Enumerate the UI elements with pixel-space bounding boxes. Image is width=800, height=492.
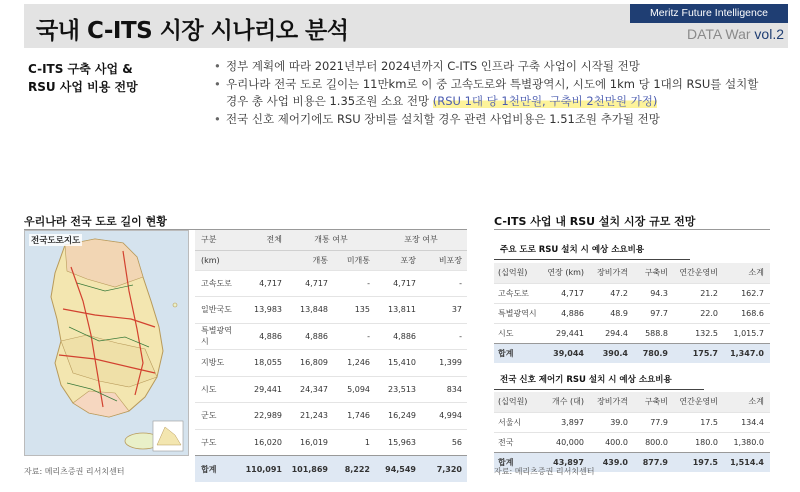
cell: 162.7 bbox=[724, 283, 770, 303]
col-unpaved: 비포장 bbox=[421, 250, 467, 270]
col-open-group: 개통 여부 bbox=[287, 230, 375, 250]
col-header: 연장 (km) bbox=[544, 263, 590, 283]
series-label bbox=[687, 26, 784, 42]
col-header: 소계 bbox=[724, 392, 770, 412]
cell: 1 bbox=[333, 429, 375, 456]
col-header: (십억원) bbox=[494, 392, 544, 412]
col-unopen: 미개통 bbox=[333, 250, 375, 270]
cell: 588.8 bbox=[634, 323, 674, 343]
table-row bbox=[195, 297, 467, 324]
cell: 294.4 bbox=[590, 323, 634, 343]
korea-road-map bbox=[24, 230, 189, 456]
bullet-item bbox=[212, 76, 772, 110]
divider bbox=[494, 389, 704, 390]
cell: 13,811 bbox=[375, 297, 421, 324]
cell: - bbox=[421, 323, 467, 350]
divider bbox=[494, 259, 690, 260]
cell: 16,249 bbox=[375, 403, 421, 430]
cell: 175.7 bbox=[674, 343, 724, 363]
table-row bbox=[195, 323, 467, 350]
cell: 3,897 bbox=[544, 412, 590, 432]
cell: 101,869 bbox=[287, 456, 333, 483]
col-category: 구분 bbox=[195, 230, 241, 250]
cell: 77.9 bbox=[634, 412, 674, 432]
cell: 94.3 bbox=[634, 283, 674, 303]
table-row bbox=[494, 283, 770, 303]
col-paved-group: 포장 여부 bbox=[375, 230, 467, 250]
map-illustration bbox=[25, 231, 189, 456]
col-paved: 포장 bbox=[375, 250, 421, 270]
cell: 일반국도 bbox=[195, 297, 241, 324]
cell: 16,809 bbox=[287, 350, 333, 377]
table-row bbox=[195, 429, 467, 456]
section-heading-line2: RSU 사업 비용 전망 bbox=[28, 80, 138, 94]
cell: 1,015.7 bbox=[724, 323, 770, 343]
table-row bbox=[195, 270, 467, 297]
map-title: 전국도로지도 bbox=[31, 236, 81, 246]
col-unit: (km) bbox=[195, 250, 241, 270]
section-heading-line1: C-ITS 구축 사업 & bbox=[28, 62, 133, 76]
page-title: 국내 C-ITS 시장 시나리오 분석 bbox=[36, 18, 349, 44]
table-total-row bbox=[494, 343, 770, 363]
cell: 7,320 bbox=[421, 456, 467, 483]
rsu-market-title: C-ITS 사업 내 RSU 설치 시장 규모 전망 bbox=[494, 215, 696, 228]
title-bar bbox=[24, 4, 788, 48]
col-open: 개통 bbox=[287, 250, 333, 270]
cell: 4,886 bbox=[287, 323, 333, 350]
cell: 5,094 bbox=[333, 376, 375, 403]
col-header: 구축비 bbox=[634, 392, 674, 412]
series-name: DATA War bbox=[687, 26, 751, 42]
cell: 17.5 bbox=[674, 412, 724, 432]
cell: 구도 bbox=[195, 429, 241, 456]
cell: 4,717 bbox=[375, 270, 421, 297]
header-blank bbox=[241, 250, 287, 270]
road-length-title: 우리나라 전국 도로 길이 현황 bbox=[24, 215, 167, 228]
cell: 390.4 bbox=[590, 343, 634, 363]
cell: 특별광역시 bbox=[195, 323, 241, 350]
section-heading bbox=[28, 60, 138, 96]
series-volume: vol.2 bbox=[754, 26, 784, 42]
col-header: 개수 (대) bbox=[544, 392, 590, 412]
cell: 4,886 bbox=[544, 303, 590, 323]
brand-label: Meritz Future Intelligence bbox=[630, 4, 788, 23]
bullet-item: • 정부 계획에 따라 2021년부터 2024년까지 C-ITS 인프라 구축 사업이 시작될 전망 bbox=[212, 58, 772, 75]
bullet-text: 우리나라 전국 도로 길이는 11만km로 이 중 고속도로와 특별광역시, 시도에 1km 당 1대의 RSU를 설치할 경우 총 사업 비용은 1.35조원 소요 전망 bbox=[226, 77, 759, 108]
cell: 834 bbox=[421, 376, 467, 403]
cell: 합계 bbox=[195, 456, 241, 483]
col-header: 연간운영비 bbox=[674, 392, 724, 412]
cell: 1,246 bbox=[333, 350, 375, 377]
cell: 40,000 bbox=[544, 432, 590, 452]
cell: 197.5 bbox=[674, 452, 724, 472]
cell: 37 bbox=[421, 297, 467, 324]
cell: 지방도 bbox=[195, 350, 241, 377]
cell: 439.0 bbox=[590, 452, 634, 472]
cell: 22.0 bbox=[674, 303, 724, 323]
cell: 39,044 bbox=[544, 343, 590, 363]
cell: 16,019 bbox=[287, 429, 333, 456]
cell: 43,897 bbox=[544, 452, 590, 472]
cell: 1,746 bbox=[333, 403, 375, 430]
cell: 15,410 bbox=[375, 350, 421, 377]
cell: 18,055 bbox=[241, 350, 287, 377]
col-header: 구축비 bbox=[634, 263, 674, 283]
cell: 48.9 bbox=[590, 303, 634, 323]
cell: 특별광역시 bbox=[494, 303, 544, 323]
cell: 4,717 bbox=[241, 270, 287, 297]
divider bbox=[494, 229, 770, 230]
source-note: 자료: 메리츠증권 리서치센터 bbox=[24, 467, 125, 476]
highlighted-assumption: (RSU 1대 당 1천만원, 구축비 2천만원 가정) bbox=[432, 94, 658, 108]
summary-bullets bbox=[212, 58, 772, 129]
cell: 군도 bbox=[195, 403, 241, 430]
cell: 4,717 bbox=[287, 270, 333, 297]
col-header: 연간운영비 bbox=[674, 263, 724, 283]
road-length-table bbox=[195, 230, 467, 482]
cell: - bbox=[421, 270, 467, 297]
cell: 97.7 bbox=[634, 303, 674, 323]
table-row bbox=[494, 303, 770, 323]
table1-title: 주요 도로 RSU 설치 시 예상 소요비용 bbox=[500, 245, 645, 255]
cell: 800.0 bbox=[634, 432, 674, 452]
cell: 56 bbox=[421, 429, 467, 456]
cell: 94,549 bbox=[375, 456, 421, 483]
cell: 1,514.4 bbox=[724, 452, 770, 472]
cell: 135 bbox=[333, 297, 375, 324]
cell: 합계 bbox=[494, 343, 544, 363]
cell: 21,243 bbox=[287, 403, 333, 430]
table-row bbox=[494, 412, 770, 432]
table-total-row bbox=[195, 456, 467, 483]
cell: 24,347 bbox=[287, 376, 333, 403]
cell: 877.9 bbox=[634, 452, 674, 472]
col-header: (십억원) bbox=[494, 263, 544, 283]
cell: 1,380.0 bbox=[724, 432, 770, 452]
cell: 8,222 bbox=[333, 456, 375, 483]
cell: - bbox=[333, 323, 375, 350]
cell: 780.9 bbox=[634, 343, 674, 363]
cell: 4,886 bbox=[241, 323, 287, 350]
source-note: 자료: 메리츠증권 리서치센터 bbox=[494, 467, 595, 476]
cell: 고속도로 bbox=[494, 283, 544, 303]
bullet-item: • 전국 신호 제어기에도 RSU 장비를 설치할 경우 관련 사업비용은 1.51조원 추가될 전망 bbox=[212, 111, 772, 128]
cell: 15,963 bbox=[375, 429, 421, 456]
cell: 180.0 bbox=[674, 432, 724, 452]
cell: 시도 bbox=[494, 323, 544, 343]
cell: 21.2 bbox=[674, 283, 724, 303]
cell: 132.5 bbox=[674, 323, 724, 343]
cell: 13,848 bbox=[287, 297, 333, 324]
cell: 고속도로 bbox=[195, 270, 241, 297]
cell: 134.4 bbox=[724, 412, 770, 432]
cell: 서울시 bbox=[494, 412, 544, 432]
table-row bbox=[195, 350, 467, 377]
table-row bbox=[195, 403, 467, 430]
cell: 29,441 bbox=[241, 376, 287, 403]
col-header: 장비가격 bbox=[590, 263, 634, 283]
cell: 전국 bbox=[494, 432, 544, 452]
cell: 22,989 bbox=[241, 403, 287, 430]
major-road-rsu-table bbox=[494, 263, 770, 363]
cell: 168.6 bbox=[724, 303, 770, 323]
table-row bbox=[494, 323, 770, 343]
table-row bbox=[195, 376, 467, 403]
cell: 47.2 bbox=[590, 283, 634, 303]
col-total: 전체 bbox=[241, 230, 287, 250]
col-header: 장비가격 bbox=[590, 392, 634, 412]
table2-title: 전국 신호 제어기 RSU 설치 시 예상 소요비용 bbox=[500, 375, 672, 385]
cell: 16,020 bbox=[241, 429, 287, 456]
cell: 4,994 bbox=[421, 403, 467, 430]
signal-controller-rsu-table bbox=[494, 392, 770, 472]
cell: 13,983 bbox=[241, 297, 287, 324]
col-header: 소계 bbox=[724, 263, 770, 283]
cell: 29,441 bbox=[544, 323, 590, 343]
cell: 4,886 bbox=[375, 323, 421, 350]
cell: 1,347.0 bbox=[724, 343, 770, 363]
cell: - bbox=[333, 270, 375, 297]
cell: 400.0 bbox=[590, 432, 634, 452]
cell: 110,091 bbox=[241, 456, 287, 483]
table-row bbox=[494, 432, 770, 452]
cell: 39.0 bbox=[590, 412, 634, 432]
cell: 4,717 bbox=[544, 283, 590, 303]
cell: 23,513 bbox=[375, 376, 421, 403]
cell: 시도 bbox=[195, 376, 241, 403]
cell: 합계 bbox=[494, 452, 544, 472]
cell: 1,399 bbox=[421, 350, 467, 377]
